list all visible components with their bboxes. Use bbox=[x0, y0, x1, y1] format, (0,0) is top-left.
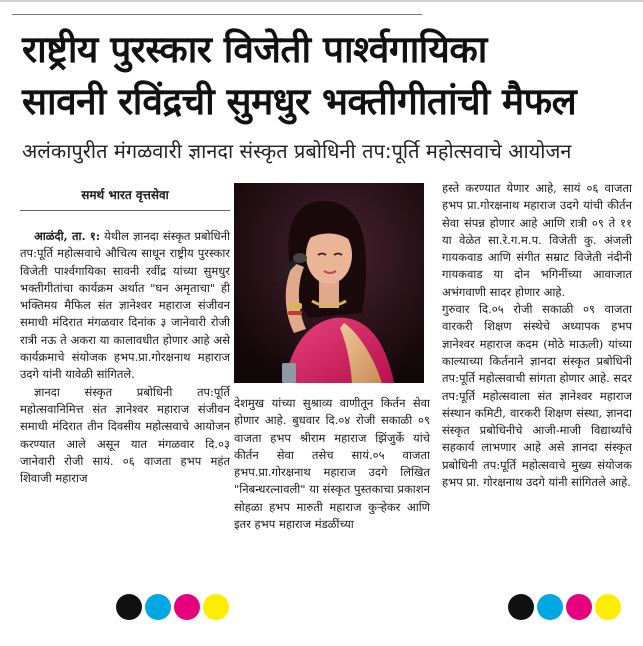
paragraph-text: येथील ज्ञानदा संस्कृत प्रबोधिनी तप:पूर्ति महोत्सवाचे औचित्य साधून राष्ट्रीय पुरस्कार विजेती पार्श्वगायिका सावनी रवींद्र यांच्या सुमधुर भक्तीगीतांचा कार्यक्रम अर्थात "घन अमृताचा" ही भक्तिमय मैफिल संत ज्ञानेश्वर महाराज संजीवन समाधी मंदिरात मंगळवार दिनांक ३ जानेवारी रोजी रात्री नऊ ते अकरा या कालावधीत होणार आहे असे कार्यक्रमाचे संयोजक हभप.प्रा.गोरक्षनाथ महाराज उदगे यांनी यावेळी सांगितले. bbox=[20, 229, 230, 382]
byline: समर्थ भारत वृत्तसेवा bbox=[81, 188, 169, 202]
article-column-3 bbox=[442, 180, 632, 491]
paragraph: ज्ञानदा संस्कृत प्रबोधिनी तप:पूर्ति महोत्सवानिमित्त संत ज्ञानेश्वर महाराज संजीवन समाधी मंदिरात तीन दिवसीय महोत्सवाचे आयोजन करण्यात आले असून यात मंगळवार दि.०३ जानेवारी रोजी सायं. ०६ वाजता हभप महंत शिवाजी महाराज bbox=[20, 384, 230, 486]
top-border bbox=[0, 0, 643, 2]
headline bbox=[22, 24, 627, 128]
paragraph: गुरुवार दि.०५ रोजी सकाळी ०९ वाजता वारकरी शिक्षण संस्थेचे अध्यापक हभप ज्ञानेश्वर महाराज कदम (मोठे माऊली) यांच्या काल्याच्या किर्तनाने ज्ञानदा संस्कृत प्रबोधिनी तप:पूर्ति महोत्सवाची सांगता होणार आहे. सदर तप:पूर्ति महोत्सवाला संत ज्ञानेश्वर महाराज संस्थान कमिटी, वारकरी शिक्षण संस्था, ज्ञानदा संस्कृत प्रबोधिनीचे आजी-माजी विद्यार्थ्यांचे सहकार्य लाभणार आहे असे ज्ञानदा संस्कृत प्रबोधिनी तप:पूर्ति महोत्सवाचे मुख्य संयोजक हभप प्रा. गोरक्षनाथ उदगे यांनी सांगितले आहे. bbox=[442, 302, 632, 490]
singer-photo bbox=[234, 183, 424, 383]
registration-mark-cyan bbox=[537, 594, 563, 620]
registration-mark-cyan bbox=[145, 594, 171, 620]
byline-rule bbox=[20, 210, 230, 211]
headline-line-2: सावनी रविंद्रची सुमधुर भक्तीगीतांची मैफल bbox=[22, 80, 577, 123]
headline-line-1: राष्ट्रीय पुरस्कार विजेती पार्श्वगायिका bbox=[22, 28, 487, 71]
registration-mark-magenta bbox=[566, 594, 592, 620]
registration-mark-black bbox=[116, 594, 142, 620]
top-rule bbox=[12, 14, 422, 15]
registration-mark-yellow bbox=[595, 594, 621, 620]
paragraph: हस्ते करण्यात येणार आहे, सायं ०६ वाजता हभप प्रा.गोरक्षनाथ महाराज उदगे यांची कीर्तन सेवा संपन्न होणार आहे आणि रात्री ०९ ते ११ या वेळेत सा.रे.ग.म.प. विजेती कु. अंजली गायकवाड आणि संगीत सम्राट विजेती नंदीनी गायकवाड या दोन भगिनींच्या आवाजात अभंगवाणी सादर होणार आहे. bbox=[442, 181, 632, 299]
article-column-2 bbox=[234, 395, 430, 533]
singer-photo-illustration bbox=[234, 183, 424, 383]
registration-mark-black bbox=[508, 594, 534, 620]
paragraph bbox=[20, 228, 230, 384]
registration-mark-magenta bbox=[174, 594, 200, 620]
paragraph: देशमुख यांच्या सुश्राव्य वाणीतून किर्तन सेवा होणार आहे. बुधवार दि.०४ रोजी सकाळी ०९ वाजता हभप श्रीराम महाराज झिंजुर्के यांचे कीर्तन सेवा तसेच सायं.०५ वाजता हभप.प्रा.गोरक्षनाथ महाराज उदगे लिखित "निबन्धरत्नावली" या संस्कृत पुस्तकाचा प्रकाशन सोहळा हभप मारुती महाराज कुऱ्हेकर आणि इतर हभप महाराज मंडळींच्या bbox=[234, 396, 430, 532]
subheadline: अलंकापुरीत मंगळवारी ज्ञानदा संस्कृत प्रबोधिनी तप:पूर्ति महोत्सवाचे आयोजन bbox=[22, 139, 572, 163]
registration-mark-yellow bbox=[203, 594, 229, 620]
article-column-1 bbox=[20, 228, 230, 487]
dateline: आळंदी, ता. १: bbox=[34, 229, 101, 243]
